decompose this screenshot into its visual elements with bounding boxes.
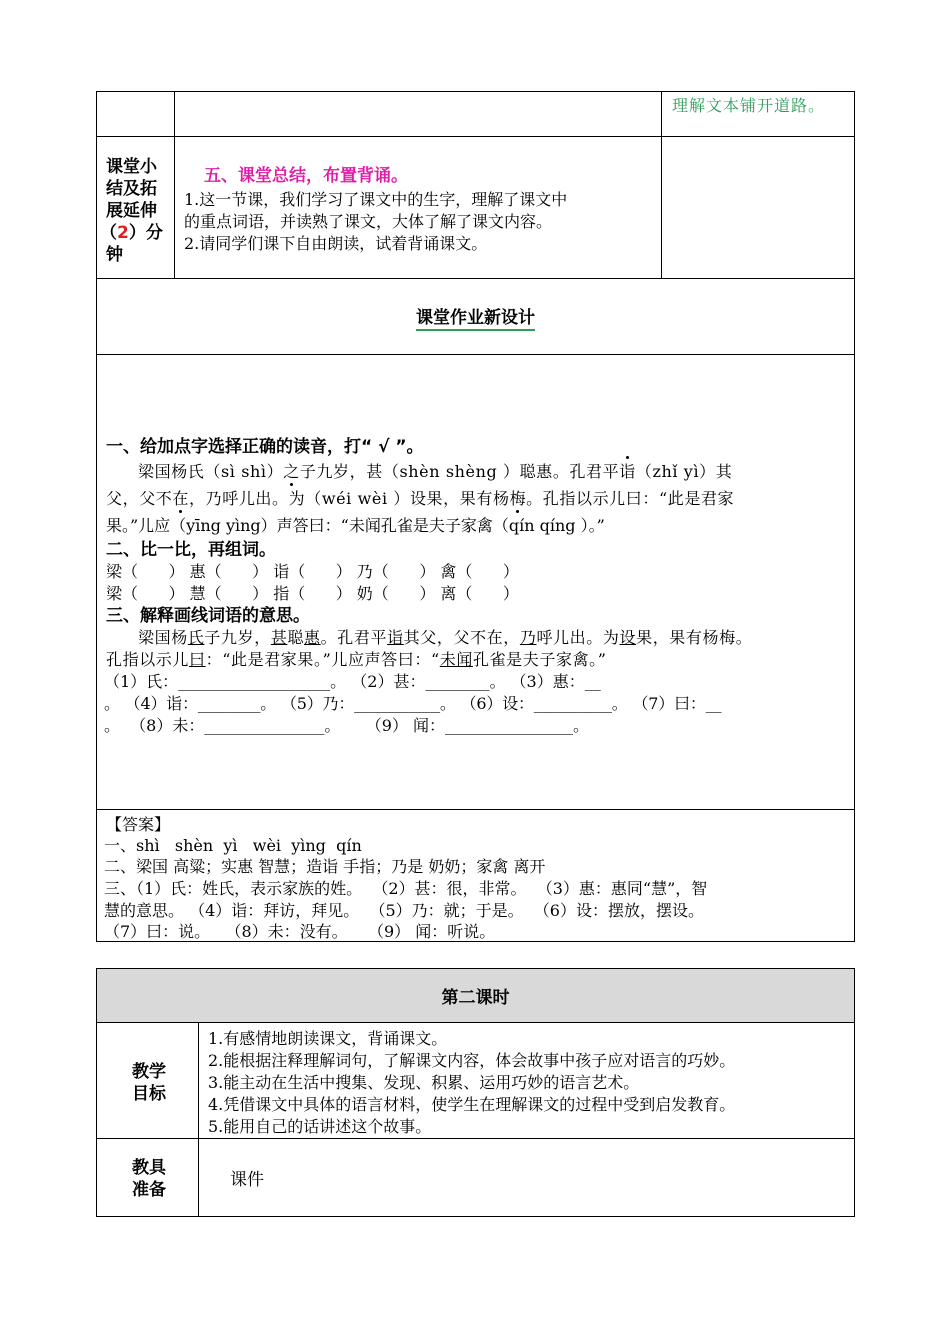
q2-row-1: 梁（ ） 惠（ ） 诣（ ） 乃（ ） 禽（ ） [106,562,519,581]
q3-passage-1: 梁国杨氏子九岁，甚聪惠。孔君平诣其父，父不在，乃呼儿出。为设果，果有杨梅。 [138,628,753,647]
row-divider-3 [96,354,855,355]
col-divider-right [661,91,662,278]
answer-2: 二、梁国 高粱；实惠 智慧；造诣 手指；乃是 奶奶；家禽 离开 [104,857,546,876]
tools-value: 课件 [230,1170,264,1190]
answer-3: 三、（1）氏：姓氏，表示家族的姓。 （2）甚：很，非常。 （3）惠：惠同“慧”，智 [104,879,708,898]
q3-blank-line-3: 。 （8）未：_______________。 （9） 闻：________________。 [104,716,590,735]
second-col-divider [198,1022,199,1217]
summary-label-2: 结及拓 [106,179,157,199]
summary-line-2: 的重点词语，并读熟了课文，大体了解了课文内容。 [184,212,553,231]
second-row-divider-1 [96,1022,855,1023]
summary-label-3: 展延伸 [106,201,157,221]
tools-label-1: 教具 [132,1158,166,1178]
tools-label-2: 准备 [132,1180,166,1200]
second-row-divider-2 [96,1138,855,1139]
q2-row-2: 梁（ ） 慧（ ） 指（ ） 奶（ ） 离（ ） [106,584,519,603]
goal-5: 5.能用自己的话讲述这个故事。 [208,1117,432,1136]
answer-4: 慧的意思。 （4）诣：拜访，拜见。 （5）乃：就；于是。 （6）设：摆放，摆设。 [104,901,704,920]
q3-passage-2: 孔指以示儿曰：“此是君家果。”儿应声答曰：“未闻孔雀是夫子家禽。” [106,650,607,669]
q2-heading: 二、比一比，再组词。 [106,540,276,560]
goals-label-2: 目标 [132,1084,166,1104]
q3-blank-line-1: （1）氏：___________________。 （2）甚：________。 （3）惠：__ [104,672,601,691]
summary-heading: 五、课堂总结，布置背诵。 [204,166,408,186]
q1-line-1: 梁国杨氏（sì shì）之子九岁，甚（shèn shèng ）聪惠。孔君平诣（zhǐ yì）其 [138,462,733,481]
summary-line-1: 1.这一节课，我们学习了课文中的生字，理解了课文中 [184,190,568,209]
q3-heading: 三、解释画线词语的意思。 [106,606,310,626]
col-divider-left [174,91,175,278]
answer-1: 一、shì shèn yì wèi yìng qín [104,836,362,855]
summary-line-3: 2.请同学们课下自由朗读，试着背诵课文。 [184,234,488,253]
homework-title: 课堂作业新设计 [96,308,855,328]
goal-4: 4.凭借课文中具体的语言材料，使学生在理解课文的过程中受到启发教育。 [208,1095,736,1114]
goals-label-1: 教学 [132,1062,166,1082]
row-divider-1 [96,136,855,137]
second-lesson-title: 第二课时 [441,988,510,1008]
summary-label-5: 钟 [106,245,123,265]
goal-3: 3.能主动在生活中搜集、发现、积累、运用巧妙的语言艺术。 [208,1073,640,1092]
row1-note: 理解文本铺开道路。 [672,96,826,115]
q3-blank-line-2: 。 （4）诣：________。 （5）乃：___________。 （6）设：__________。 （7）曰：__ [104,694,722,713]
summary-label-4: （2）分 [100,223,163,243]
row-divider-2 [96,278,855,279]
goal-1: 1.有感情地朗读课文，背诵课文。 [208,1029,448,1048]
answer-5: （7）曰：说。 （8）未：没有。 （9） 闻：听说。 [104,922,496,941]
q1-line-3: 果。”儿应（yīng yìng）声答曰：“未闻孔雀是夫子家禽（qín qíng ）。” [106,516,605,535]
answers-heading: 【答案】 [106,815,171,834]
summary-label-1: 课堂小 [106,157,157,177]
q1-heading: 一、给加点字选择正确的读音，打“ √ ”。 [106,437,424,457]
answers-divider [96,809,855,810]
q1-line-2: 父，父不在，乃呼儿出。为（wéi wèi ）设果，果有杨梅。孔指以示儿曰：“此是君家 [106,489,735,508]
goal-2: 2.能根据注释理解词句，了解课文内容，体会故事中孩子应对语言的巧妙。 [208,1051,736,1070]
